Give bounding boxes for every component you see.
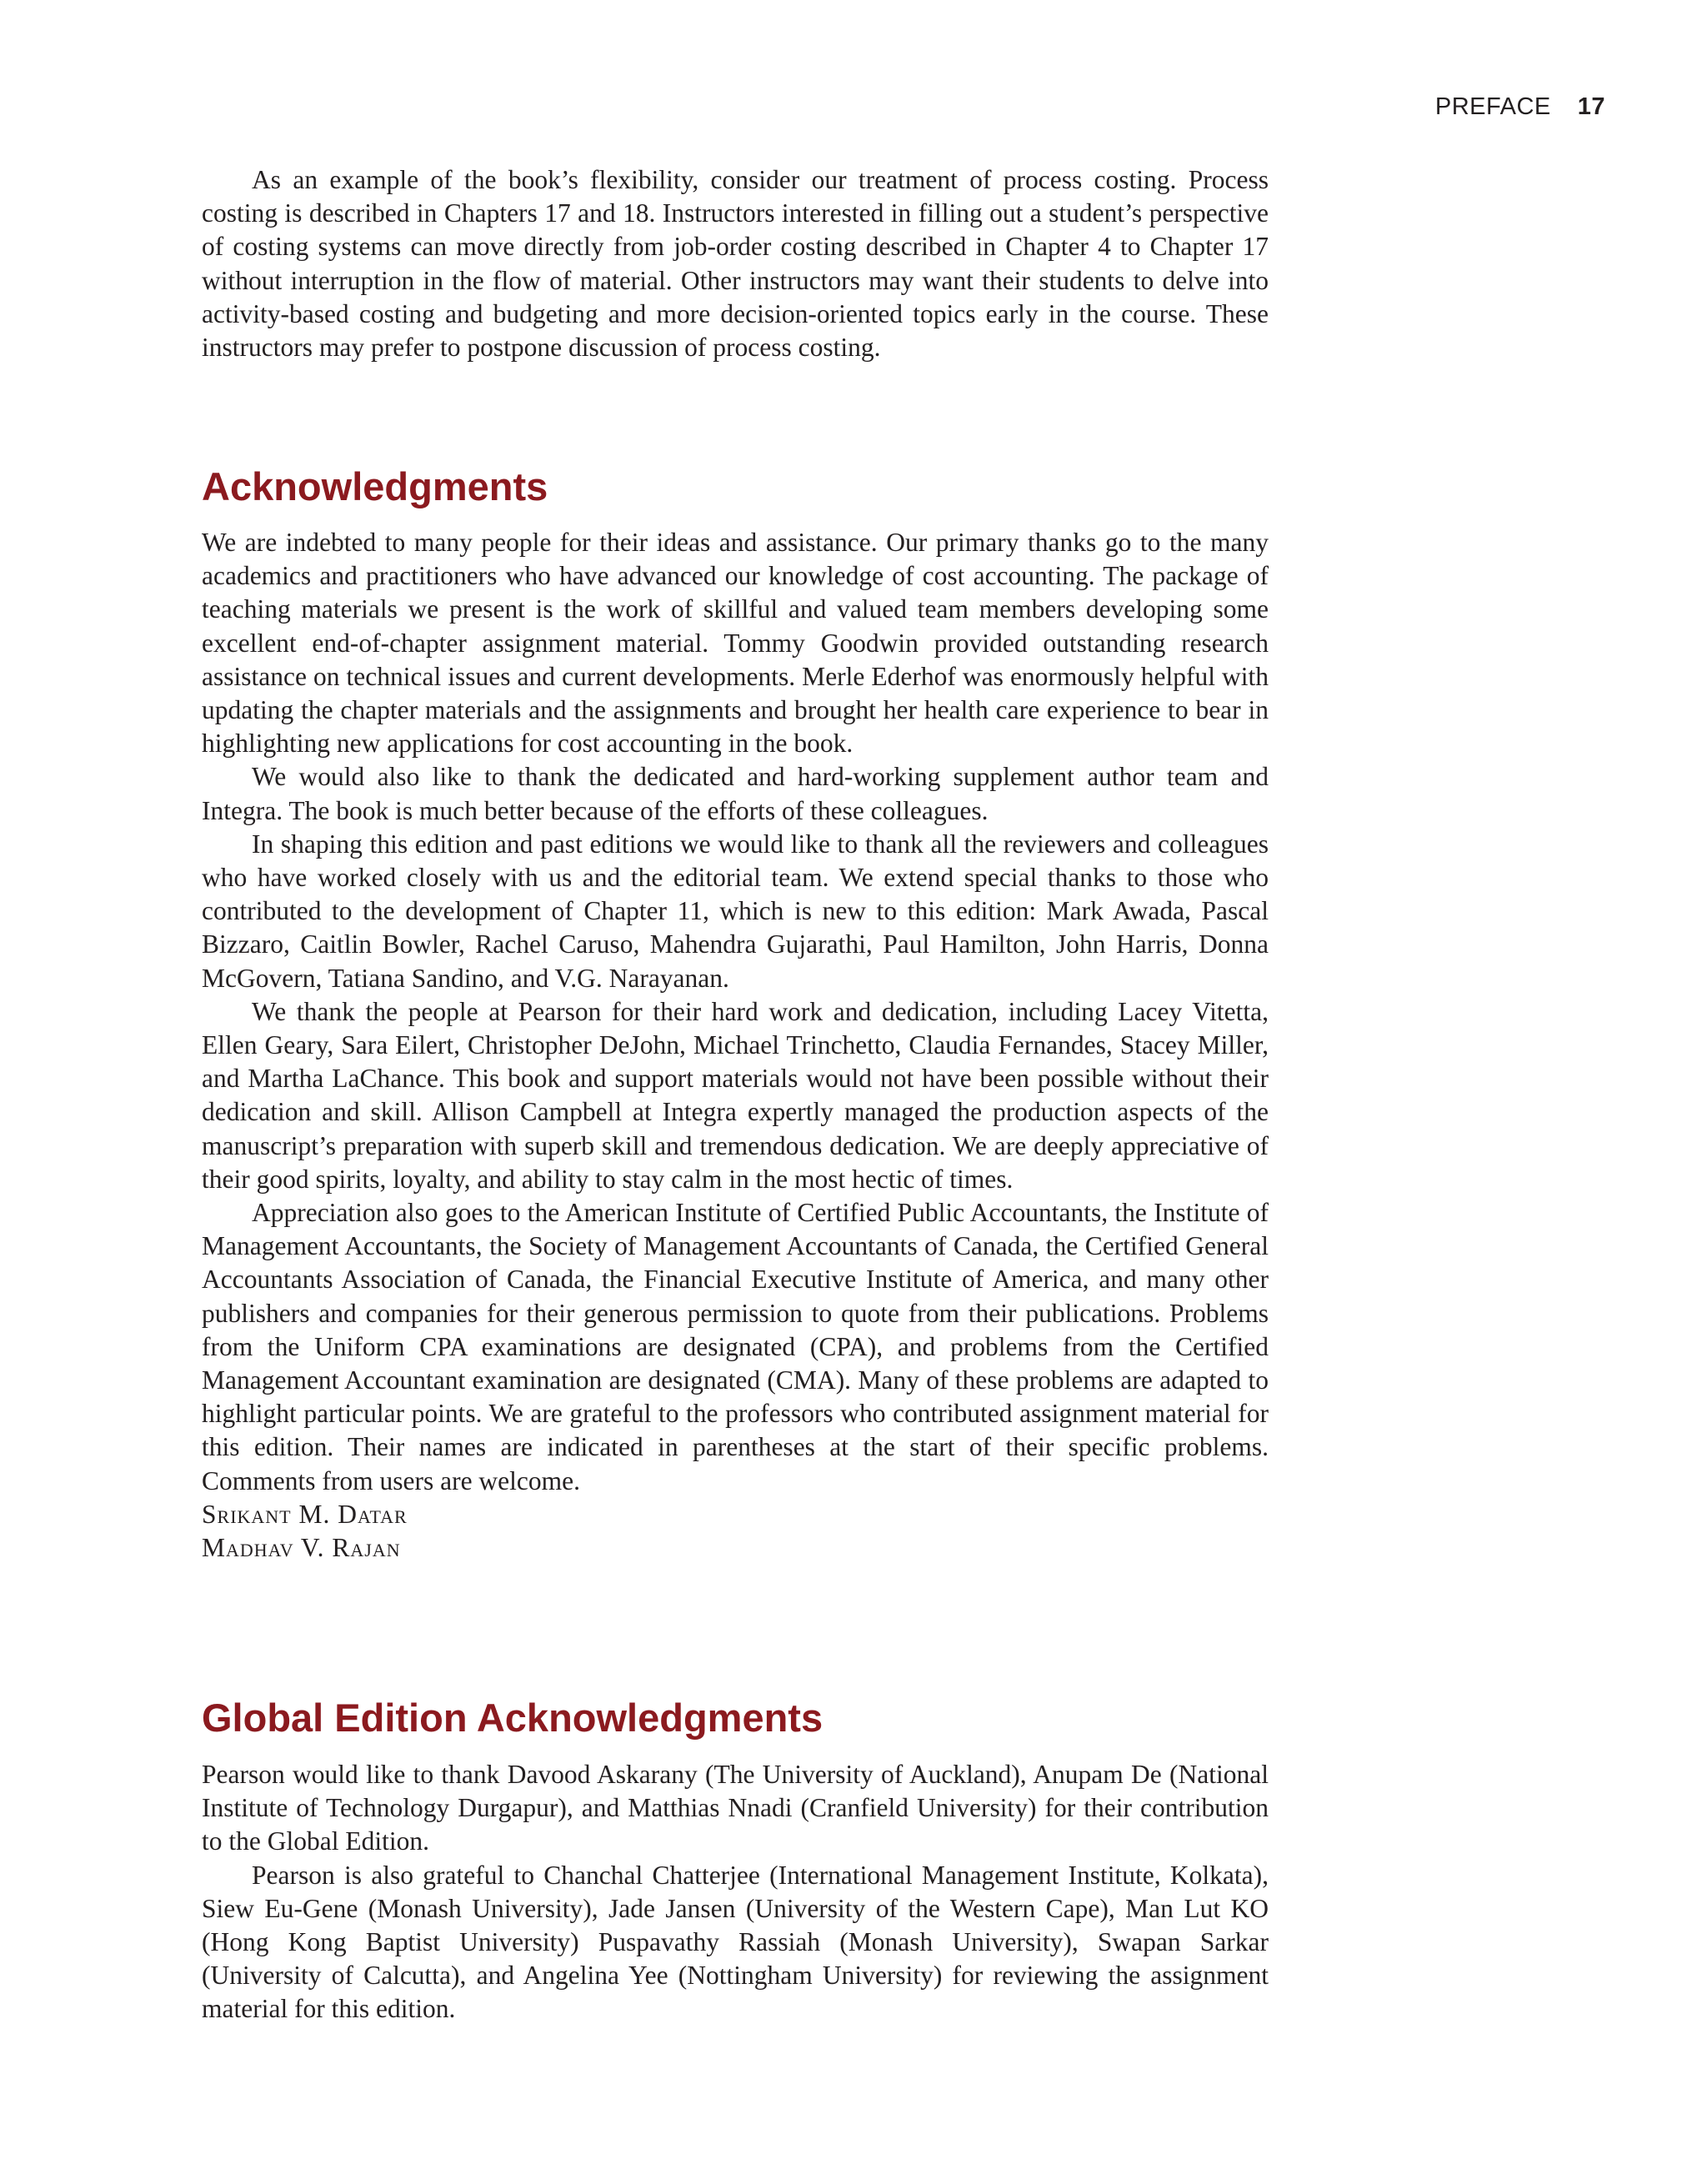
running-head [1435,93,1605,121]
signature-author: Srikant M. Datar [202,1499,408,1529]
acknowledgments-paragraph: In shaping this edition and past editions we would like to thank all the reviewers and colleagues who have worked closely with us and the editorial team. We extend special thanks to those who contributed to the development of Chapter 11, which is new to this edition: Mark Awada, Pascal Bizzaro, Caitlin Bowler, Rachel Caruso, Mahendra Gujarathi, Paul Hamilton, John Harris, Donna McGovern, Tatiana Sandino, and V.G. Narayanan. [202,829,1269,993]
global-acknowledgments-paragraph: Pearson would like to thank Davood Askarany (The University of Auckland), Anupam De (National Institute of Technology Durgapur), and Matthias Nnadi (Cranfield University) for their contribution to the Global Edition. [202,1760,1269,1856]
running-head-label: PREFACE [1434,93,1551,120]
acknowledgments-paragraph: We thank the people at Pearson for their hard work and dedication, including Lacey Vitetta, Ellen Geary, Sara Eilert, Christopher DeJohn, Michael Trinchetto, Claudia Fernandes, Stacey Miller, and Martha LaChance. This book and support materials would not have been possible without their dedication and skill. Allison Campbell at Integra expertly managed the production aspects of the manuscript’s preparation with superb skill and tremendous dedication. We are deeply appreciative of their good spirits, loyalty, and ability to stay calm in the most hectic of times. [202,996,1269,1194]
acknowledgments-section [202,526,1269,1565]
acknowledgments-heading: Acknowledgments [202,464,548,508]
global-acknowledgments-paragraph: Pearson is also grateful to Chanchal Chatterjee (International Management Institute, Kolkata), Siew Eu-Gene (Monash University), Jade Jansen (University of the Western Cape), Man Lut KO (Hong Kong Baptist University) Puspavathy Rassiah (Monash University), Swapan Sarkar (University of Calcutta), and Angelina Yee (Nottingham University) for reviewing the assignment material for this edition. [202,1860,1269,2024]
page-number: 17 [1577,93,1605,120]
signature-author: Madhav V. Rajan [202,1533,401,1563]
global-acknowledgments-section [202,1758,1269,2026]
acknowledgments-paragraph: We would also like to thank the dedicated and hard-working supplement author team and Integra. The book is much better because of the efforts of these colleagues. [202,762,1269,825]
acknowledgments-paragraph: Appreciation also goes to the American Institute of Certified Public Accountants, the Institute of Management Accountants, the Society of Management Accountants of Canada, the Certified General Accountants Association of Canada, the Financial Executive Institute of America, and many other publishers and companies for their generous permission to quote from their publications. Problems from the Uniform CPA examinations are designated (CPA), and problems from the Certified Management Accountant examination are designated (CMA). Many of these problems are adapted to highlight particular points. We are grateful to the professors who contributed assignment material for this edition. Their names are indicated in parentheses at the start of their specific problems. Comments from users are welcome. [202,1198,1269,1495]
intro-section [202,163,1269,364]
acknowledgments-paragraph: We are indebted to many people for their ideas and assistance. Our primary thanks go to the many academics and practitioners who have advanced our knowledge of cost accounting. The package of teaching materials we present is the work of skillful and valued team members developing some excellent end-of-chapter assignment material. Tommy Goodwin provided outstanding research assistance on technical issues and current developments. Merle Ederhof was enormously helpful with updating the chapter materials and the assignments and brought her health care experience to bear in highlighting new applications for cost accounting in the book. [202,528,1269,759]
global-acknowledgments-heading: Global Edition Acknowledgments [202,1696,823,1740]
intro-paragraph: As an example of the book’s flexibility, consider our treatment of process costing. Process costing is described in Chapters 17 and 18. Instructors interested in filling out a student’s perspective of costing systems can move directly from job-order costing described in Chapter 4 to Chapter 17 without interruption in the flow of material. Other instructors may want their students to delve into activity-based costing and budgeting and more decision-oriented topics early in the course. These instructors may prefer to postpone discussion of process costing. [202,165,1269,363]
